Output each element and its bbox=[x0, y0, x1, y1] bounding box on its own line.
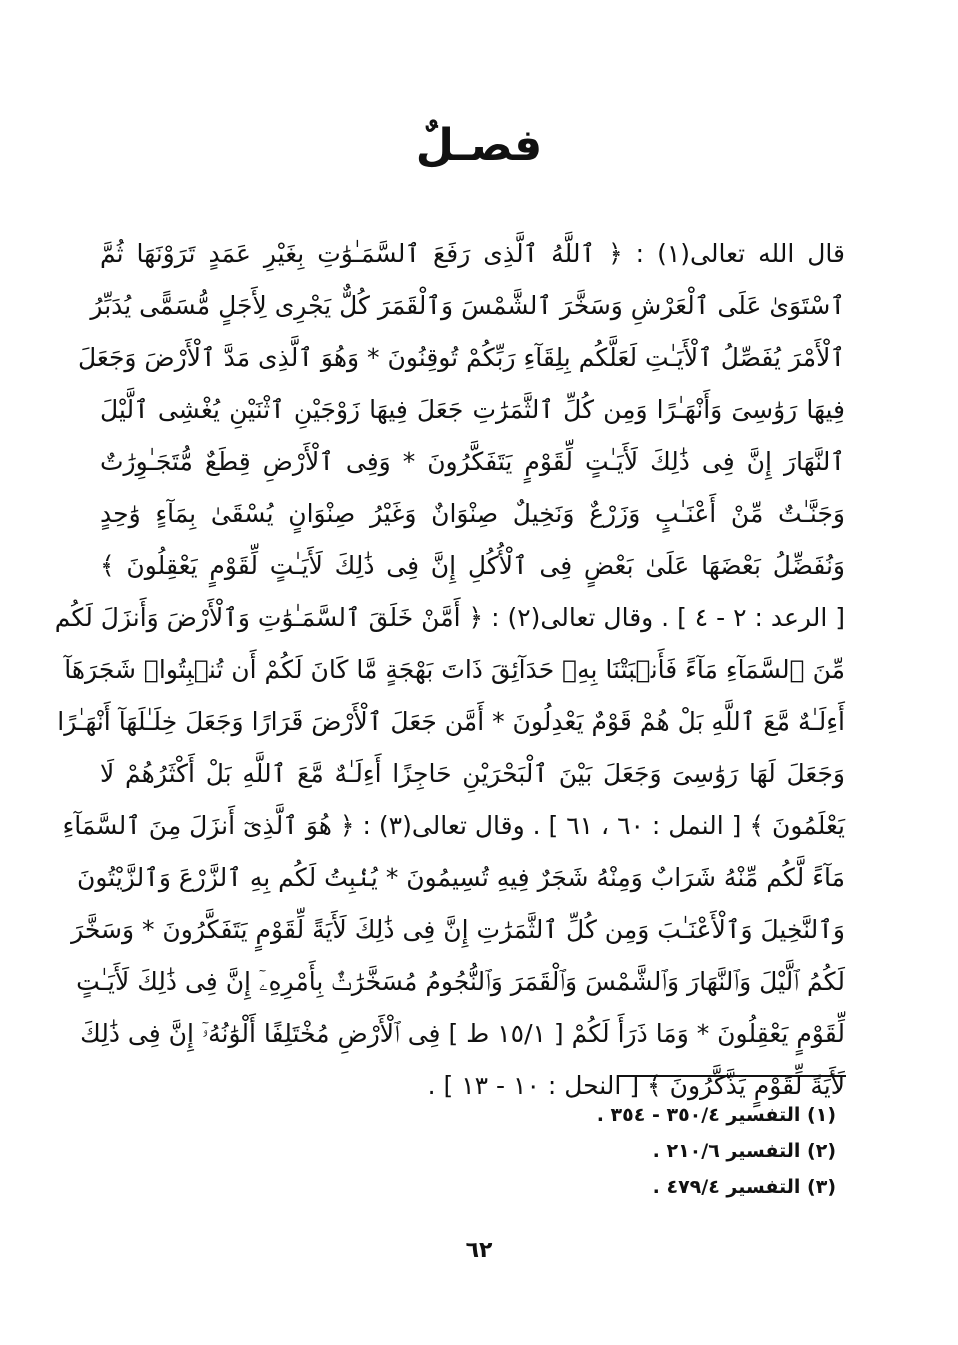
text-line: مَآءً لَّكُم مِّنْهُ شَرَابٌ وَمِنْهُ شَجَرٌ فِيهِ تُسِيمُونَ * يُنۢبِتُ لَكُم بِهِ ٱلزَّرْعَ وَٱلزَّيْتُونَ bbox=[77, 863, 845, 892]
text-line: يَعْلَمُونَ ﴾ [ النمل : ٦٠ ، ٦١ ] . وقال تعالى(٣) : ﴿ هُوَ ٱلَّذِىٓ أَنزَلَ مِنَ ٱلسَّمَآءِ bbox=[62, 811, 845, 840]
text-line: [ الرعد : ٢ - ٤ ] . وقال تعالى(٢) : ﴿ أَمَّنْ خَلَقَ ٱلسَّمَـٰوَٰتِ وَٱلْأَرْضَ وَأَنزَلَ لَكُم bbox=[54, 603, 845, 632]
text-line: وَنُفَضِّلُ بَعْضَهَا عَلَىٰ بَعْضٍ فِى ٱلْأُكُلِ إِنَّ فِى ذَٰلِكَ لَأَيَـٰتٍ لِّقَوْمٍ يَعْقِلُونَ ﴾ bbox=[100, 551, 845, 580]
text-line: وَٱلنَّخِيلَ وَٱلْأَعْنَـٰبَ وَمِن كُلِّ ٱلثَّمَرَٰتِ إِنَّ فِى ذَٰلِكَ لَأَيَةً لِّقَوْمٍ يَتَفَكَّرُونَ * وَسَخَّرَ bbox=[71, 915, 845, 944]
section-heading: فصـلٌ bbox=[415, 120, 543, 171]
text-line: لَأَيَةً لِّقَوْمٍ يَذَّكَّرُونَ ﴾ [ النحل : ١٠ - ١٣ ] . bbox=[427, 1071, 845, 1100]
text-line: أَءِلَـٰهٌ مَّعَ ٱللَّهِ بَلْ هُمْ قَوْمٌ يَعْدِلُونَ * أَمَّن جَعَلَ ٱلْأَرْضَ قَرَارًا وَجَعَلَ خِلَـٰلَهَآ أَنْهَـٰرًا bbox=[57, 707, 845, 736]
text-line: لَكُمُ ٱلَّيْلَ وَٱلنَّهَارَ وَٱلشَّمْسَ وَٱلْقَمَرَ وَٱلنُّجُومُ مُسَخَّرَٰتٌۢ بِأَمْرِهِۦٓ إِنَّ فِى ذَٰلِكَ لَأَيَـٰتٍ bbox=[76, 967, 845, 996]
main-text-block bbox=[54, 228, 846, 1112]
footnote-item: (٢) التفسير ٢١٠/٦ . bbox=[652, 1140, 836, 1162]
footnotes bbox=[436, 1097, 836, 1205]
text-line: ٱلْأَمْرَ يُفَصِّلُ ٱلْأَيَـٰتِ لَعَلَّكُم بِلِقَآءِ رَبِّكُمْ تُوقِنُونَ * وَهُوَ ٱلَّذِى مَدَّ ٱلْأَرْضَ وَجَعَلَ bbox=[77, 343, 845, 372]
text-line: وَجَنَّـٰتٌ مِّنْ أَعْنَـٰبٍ وَزَرْعٌ وَنَخِيلٌ صِنْوَانٌ وَغَيْرُ صِنْوَانٍ يُسْقَىٰ بِمَآءٍ وَٰحِدٍ bbox=[100, 499, 845, 528]
text-line: لِّقَوْمٍ يَعْقِلُونَ * وَمَا ذَرَأَ لَكُمْ [ ١٥/١ ط ] فِى ٱلْأَرْضِ مُخْتَلِفًا أَلْوَٰنُهُۥٓ إِنَّ فِى ذَٰلِكَ bbox=[80, 1019, 845, 1048]
text-line: ٱسْتَوَىٰ عَلَى ٱلْعَرْشِ وَسَخَّرَ ٱلشَّمْسَ وَٱلْقَمَرَ كُلٌّ يَجْرِى لِأَجَلٍ مُّسَمًّى يُدَبِّرُ bbox=[90, 291, 845, 320]
text-line: مِّنَ ٱلسَّمَآءِ مَآءً فَأَنۢبَتْنَا بِهِۦ حَدَآئِقَ ذَاتَ بَهْجَةٍ مَّا كَانَ لَكُمْ أَن تُنۢبِتُوا۟ شَجَرَهَآ bbox=[64, 655, 845, 684]
page-number: ٦٢ bbox=[465, 1238, 493, 1263]
text-line: وَجَعَلَ لَهَا رَوَٰسِىَ وَجَعَلَ بَيْنَ ٱلْبَحْرَيْنِ حَاجِزًا أَءِلَـٰهٌ مَّعَ ٱللَّهِ بَلْ أَكْثَرُهُمْ لَا bbox=[100, 759, 845, 788]
footnote-item: (٣) التفسير ٤٧٩/٤ . bbox=[652, 1176, 836, 1198]
text-line: قال الله تعالى(١) : ﴿ ٱللَّهُ ٱلَّذِى رَفَعَ ٱلسَّمَـٰوَٰتِ بِغَيْرِ عَمَدٍ تَرَوْنَهَا ثُمَّ bbox=[100, 239, 846, 268]
text-line: ٱلنَّهَارَ إِنَّ فِى ذَٰلِكَ لَأَيَـٰتٍ لِّقَوْمٍ يَتَفَكَّرُونَ * وَفِى ٱلْأَرْضِ قِطَعٌ مُّتَجَـٰوِرَٰتٌ bbox=[100, 447, 845, 476]
text-line: فِيهَا رَوَٰسِىَ وَأَنْهَـٰرًا وَمِن كُلِّ ٱلثَّمَرَٰتِ جَعَلَ فِيهَا زَوْجَيْنِ ٱثْنَيْنِ يُغْشِى ٱلَّيْلَ bbox=[100, 395, 845, 424]
footnote-item: (١) التفسير ٣٥٠/٤ - ٣٥٤ . bbox=[596, 1104, 836, 1126]
footnote-divider bbox=[618, 1075, 846, 1077]
